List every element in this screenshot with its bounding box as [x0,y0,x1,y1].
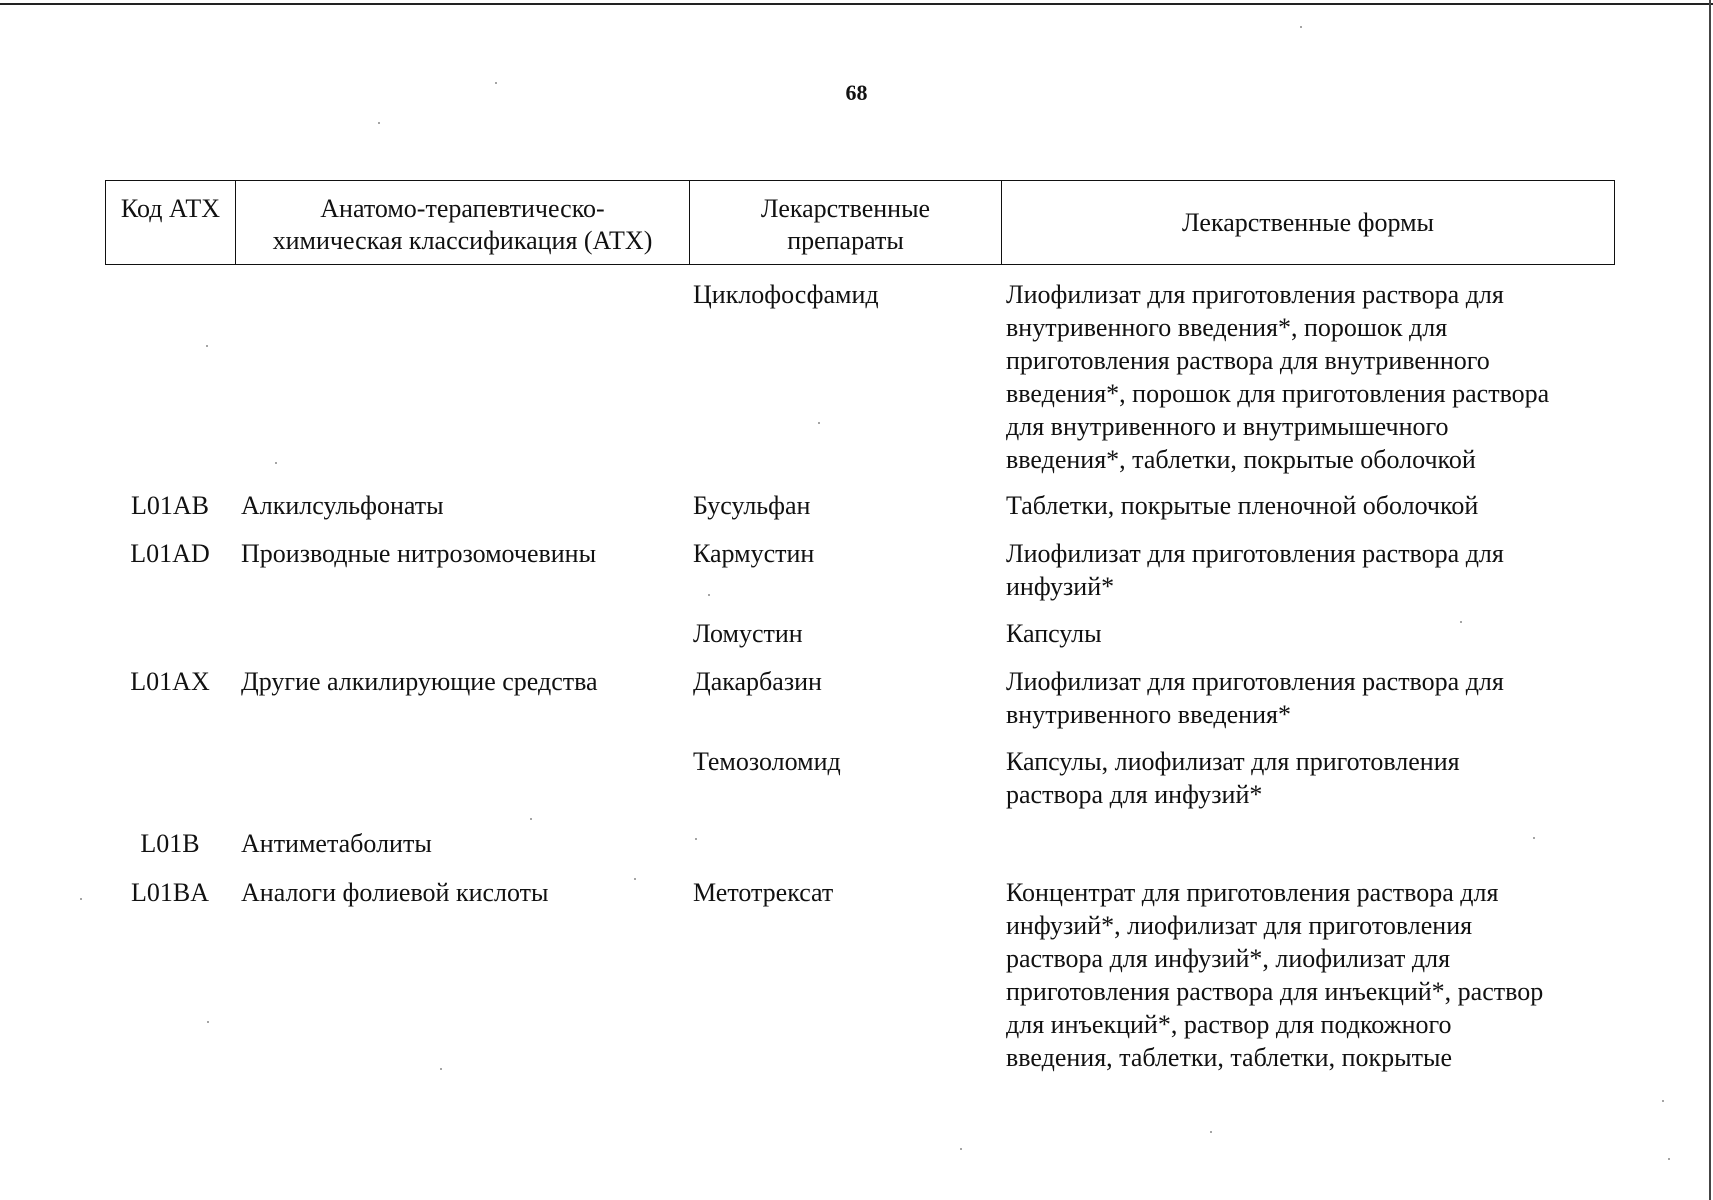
dosage-form-line: для внутривенного и внутримышечного [1006,412,1449,441]
scan-top-border [0,3,1713,5]
scan-speck [1460,621,1462,623]
scan-speck [80,898,82,900]
drug-name: Циклофосфамид [693,280,879,309]
atc-code: L01BA [131,878,209,907]
dosage-form-line: Лиофилизат для приготовления раствора для [1006,667,1504,696]
header-forms [1002,181,1614,264]
scan-speck [695,838,697,840]
table-header [105,180,1615,265]
scan-speck [440,1068,442,1070]
scan-speck [1662,1100,1664,1102]
dosage-form-line: Капсулы [1006,619,1102,648]
drug-name: Темозоломид [693,747,841,776]
dosage-form-line: Лиофилизат для приготовления раствора для [1006,539,1504,568]
header-drugs [690,181,1002,264]
dosage-forms [1006,278,1606,476]
dosage-form-line: Таблетки, покрытые пленочной оболочкой [1006,491,1479,520]
dosage-forms [1006,489,1606,522]
atc-classification: Производные нитрозомочевины [241,539,597,568]
dosage-forms [1006,665,1606,731]
drug-name: Метотрексат [693,878,834,907]
dosage-form-line: приготовления раствора для внутривенного [1006,346,1490,375]
dosage-form-line: Концентрат для приготовления раствора для [1006,878,1499,907]
atc-classification: Алкилсульфонаты [241,491,444,520]
dosage-form-line: приготовления раствора для инъекций*, раствор [1006,977,1544,1006]
dosage-forms [1006,876,1606,1074]
dosage-form-line: введения*, таблетки, покрытые оболочкой [1006,445,1476,474]
dosage-forms [1006,537,1606,603]
dosage-form-line: инфузий* [1006,572,1115,601]
dosage-form-line: введения, таблетки, таблетки, покрытые [1006,1043,1452,1072]
scan-speck [495,82,497,84]
drug-name: Ломустин [693,619,803,648]
header-classification-line: химическая классификация (АТХ) [272,226,653,255]
atc-classification: Антиметаболиты [241,829,432,858]
atc-code: L01AD [130,539,210,568]
header-forms-label: Лекарственные формы [1181,207,1435,237]
scan-speck [207,1021,209,1023]
dosage-form-line: внутривенного введения* [1006,700,1291,729]
scan-speck [1300,26,1302,28]
scan-right-border [1709,0,1711,1200]
dosage-form-line: инфузий*, лиофилизат для приготовления [1006,911,1473,940]
atc-classification: Другие алкилирующие средства [241,667,598,696]
header-drugs-line: Лекарственные [760,194,931,223]
scan-speck [818,422,820,424]
scan-speck [1210,1131,1212,1133]
dosage-form-line: раствора для инфузий* [1006,780,1263,809]
scan-speck [634,878,636,880]
dosage-form-line: Капсулы, лиофилизат для приготовления [1006,747,1460,776]
header-classification [236,181,690,264]
dosage-form-line: введения*, порошок для приготовления раствора [1006,379,1550,408]
atc-code: L01AB [131,491,209,520]
scan-speck [1533,837,1535,839]
dosage-forms [1006,617,1606,650]
atc-code: L01AX [130,667,210,696]
dosage-forms [1006,745,1606,811]
header-code [106,181,236,264]
header-code-label: Код АТХ [120,194,221,223]
dosage-form-line: раствора для инфузий*, лиофилизат для [1006,944,1451,973]
atc-classification: Аналоги фолиевой кислоты [241,878,549,907]
dosage-form-line: внутривенного введения*, порошок для [1006,313,1448,342]
atc-code: L01B [140,829,200,858]
scan-speck [275,462,277,464]
drug-name: Бусульфан [693,491,811,520]
scan-speck [206,345,208,347]
scan-speck [378,122,380,124]
dosage-form-line: Лиофилизат для приготовления раствора для [1006,280,1504,309]
header-drugs-line: препараты [787,226,904,255]
drug-name: Дакарбазин [693,667,822,696]
scan-speck [530,818,532,820]
dosage-form-line: для инъекций*, раствор для подкожного [1006,1010,1452,1039]
scan-speck [960,1148,962,1150]
drug-name: Кармустин [693,539,815,568]
header-classification-line: Анатомо-терапевтическо- [320,194,605,223]
page-number: 68 [845,80,868,105]
scan-speck [1668,1158,1670,1160]
scan-speck [708,594,710,596]
